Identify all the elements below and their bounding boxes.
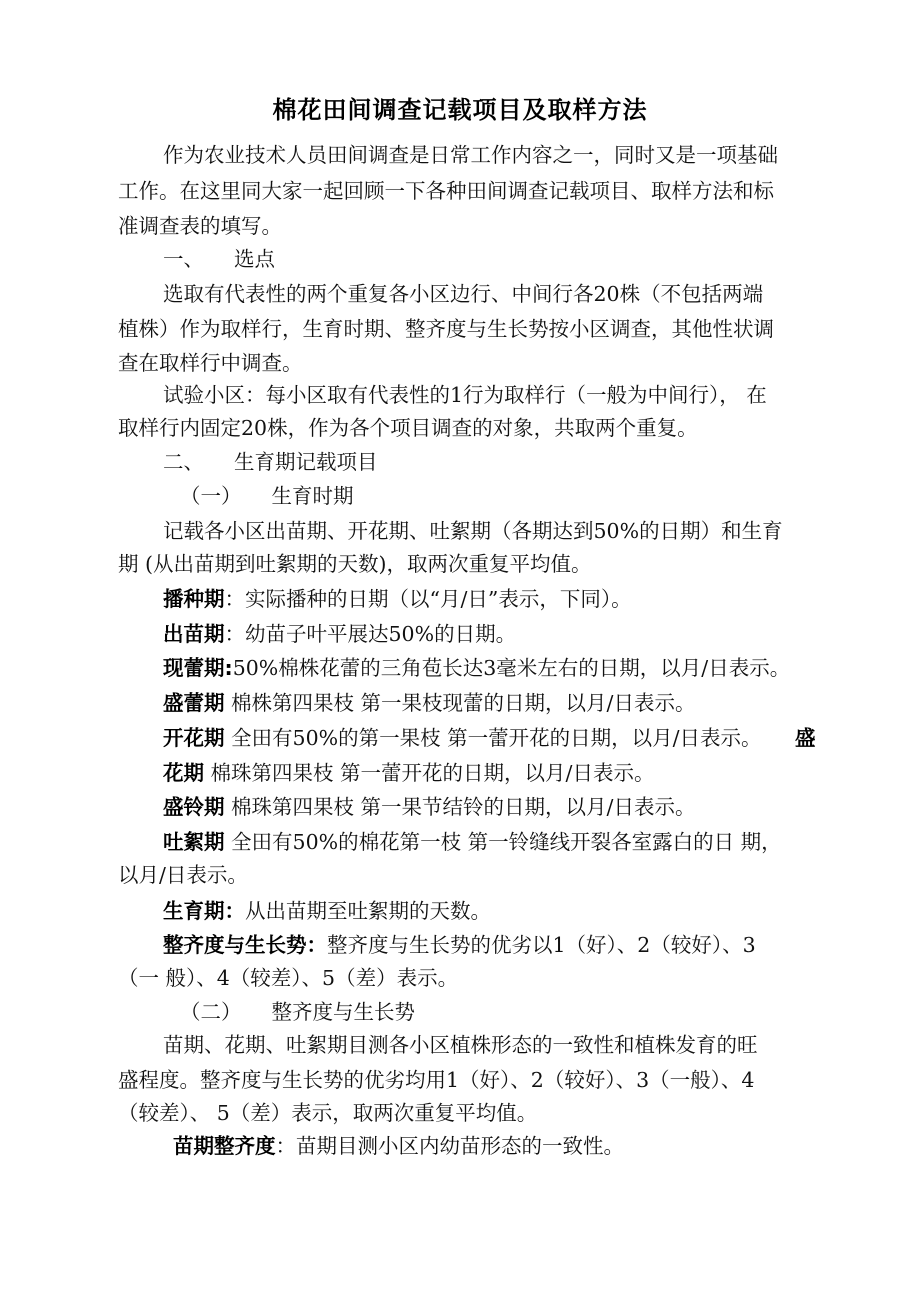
section-1-number: 一、 [163,247,204,271]
section-2-number: 二、 [163,450,204,474]
item-boll-opening [163,827,782,857]
item-text: 棉株第四果枝 第一果枝现蕾的日期，以月/日表示。 [231,691,696,715]
subsection-2-heading [180,997,415,1027]
item-term: 播种期 [163,587,225,611]
item-term: 苗期整齐度 [173,1134,276,1158]
item-text: 全田有50%的棉花第一枝 第一铃缝线开裂各室露白的日 期， [231,830,782,854]
section-2-title: 生育期记载项目 [234,450,378,474]
item-text: 棉珠第四果枝 第一蕾开花的日期，以月/日表示。 [210,761,655,785]
item-text: 苗期目测小区内幼苗形态的一致性。 [296,1134,624,1158]
section-1-p1-line-1: 选取有代表性的两个重复各小区边行、中间行各20株（不包括两端 [163,282,764,306]
subsection-2-number: （二） [180,1000,242,1024]
section-1-heading [163,244,275,274]
item-term: 吐絮期 [163,830,225,854]
item-term: 出苗期 [163,622,225,646]
subsection-2-p1-line-1: 苗期、花期、吐絮期目测各小区植株形态的一致性和植株发育的旺 [163,1033,758,1057]
item-text: 50%棉株花蕾的三角苞长达3毫米左右的日期，以月/日表示。 [232,656,791,680]
subsection-1-p1-line-1: 记载各小区出苗期、开花期、吐絮期（各期达到50%的日期）和生育 [163,519,783,543]
section-1-p2-line-1: 试验小区：每小区取有代表性的1行为取样行（一般为中间行）， 在 [163,383,767,407]
item-text: 全田有50%的第一果枝 第一蕾开花的日期，以月/日表示。 [231,726,762,750]
item-text: 整齐度与生长势的优劣以1（好）、2（较好）、3 [327,933,756,957]
subsection-2-p1-line-2: 盛程度。整齐度与生长势的优劣均用1（好）、2（较好）、3（一般）、4 [118,1068,755,1092]
item-flowering-date [163,723,816,753]
subsection-1-number: （一） [180,484,242,508]
item-term: 整齐度与生长势 [163,933,307,957]
item-term: 开花期 [163,726,225,750]
item-peak-boll [163,792,695,822]
document-title: 棉花田间调查记载项目及取样方法 [272,96,648,124]
section-1-p1-line-3: 查在取样行中调查。 [118,351,303,375]
subsection-1-heading [180,481,354,511]
item-term-wrap: 盛 [795,726,816,750]
intro-line-3: 准调查表的填写。 [118,214,282,238]
subsection-2-title: 整齐度与生长势 [271,1000,415,1024]
item-text: 从出苗期至吐絮期的天数。 [245,899,491,923]
item-term: 花期 [163,761,204,785]
item-squaring-date: 现蕾期:50%棉株花蕾的三角苞长达3毫米左右的日期，以月/日表示。 [163,656,791,680]
item-text: 棉珠第四果枝 第一果节结铃的日期，以月/日表示。 [231,795,696,819]
item-term: 盛铃期 [163,795,225,819]
item-growth-period: 生育期：从出苗期至吐絮期的天数。 [163,899,491,923]
item-peak-flowering [163,758,654,788]
item-boll-opening-cont: 以月/日表示。 [118,863,248,887]
item-text: 实际播种的日期（以“月/日”表示，下同）。 [245,587,632,611]
intro-line-2: 工作。在这里同大家一起回顾一下各种田间调查记载项目、取样方法和标 [118,179,774,203]
item-uniformity-vigor-cont: （一 般）、4（较差）、5（差）表示。 [118,966,459,990]
subsection-1-title: 生育时期 [271,484,354,508]
item-text: 幼苗子叶平展达50%的日期。 [245,622,517,646]
item-term: 现蕾期 [163,656,225,680]
item-seedling-uniformity: 苗期整齐度：苗期目测小区内幼苗形态的一致性。 [173,1134,624,1158]
section-1-p1-line-2: 植株）作为取样行，生育时期、整齐度与生长势按小区调查，其他性状调 [118,317,774,341]
section-1-title: 选点 [234,247,275,271]
section-2-heading [163,447,378,477]
item-term: 盛蕾期 [163,691,225,715]
section-1-p2-line-2: 取样行内固定20株，作为各个项目调查的对象，共取两个重复。 [118,416,698,440]
subsection-1-p1-line-2: 期 (从出苗期到吐絮期的天数)，取两次重复平均值。 [118,552,592,576]
item-term: 生育期 [163,899,225,923]
item-sowing-date: 播种期：实际播种的日期（以“月/日”表示，下同）。 [163,587,632,611]
intro-line-1: 作为农业技术人员田间调查是日常工作内容之一，同时又是一项基础 [163,143,778,167]
item-emergence-date: 出苗期：幼苗子叶平展达50%的日期。 [163,622,517,646]
item-uniformity-vigor: 整齐度与生长势：整齐度与生长势的优劣以1（好）、2（较好）、3 [163,933,756,957]
item-peak-squaring [163,688,695,718]
subsection-2-p1-line-3: （较差）、 5（差）表示，取两次重复平均值。 [118,1101,538,1125]
